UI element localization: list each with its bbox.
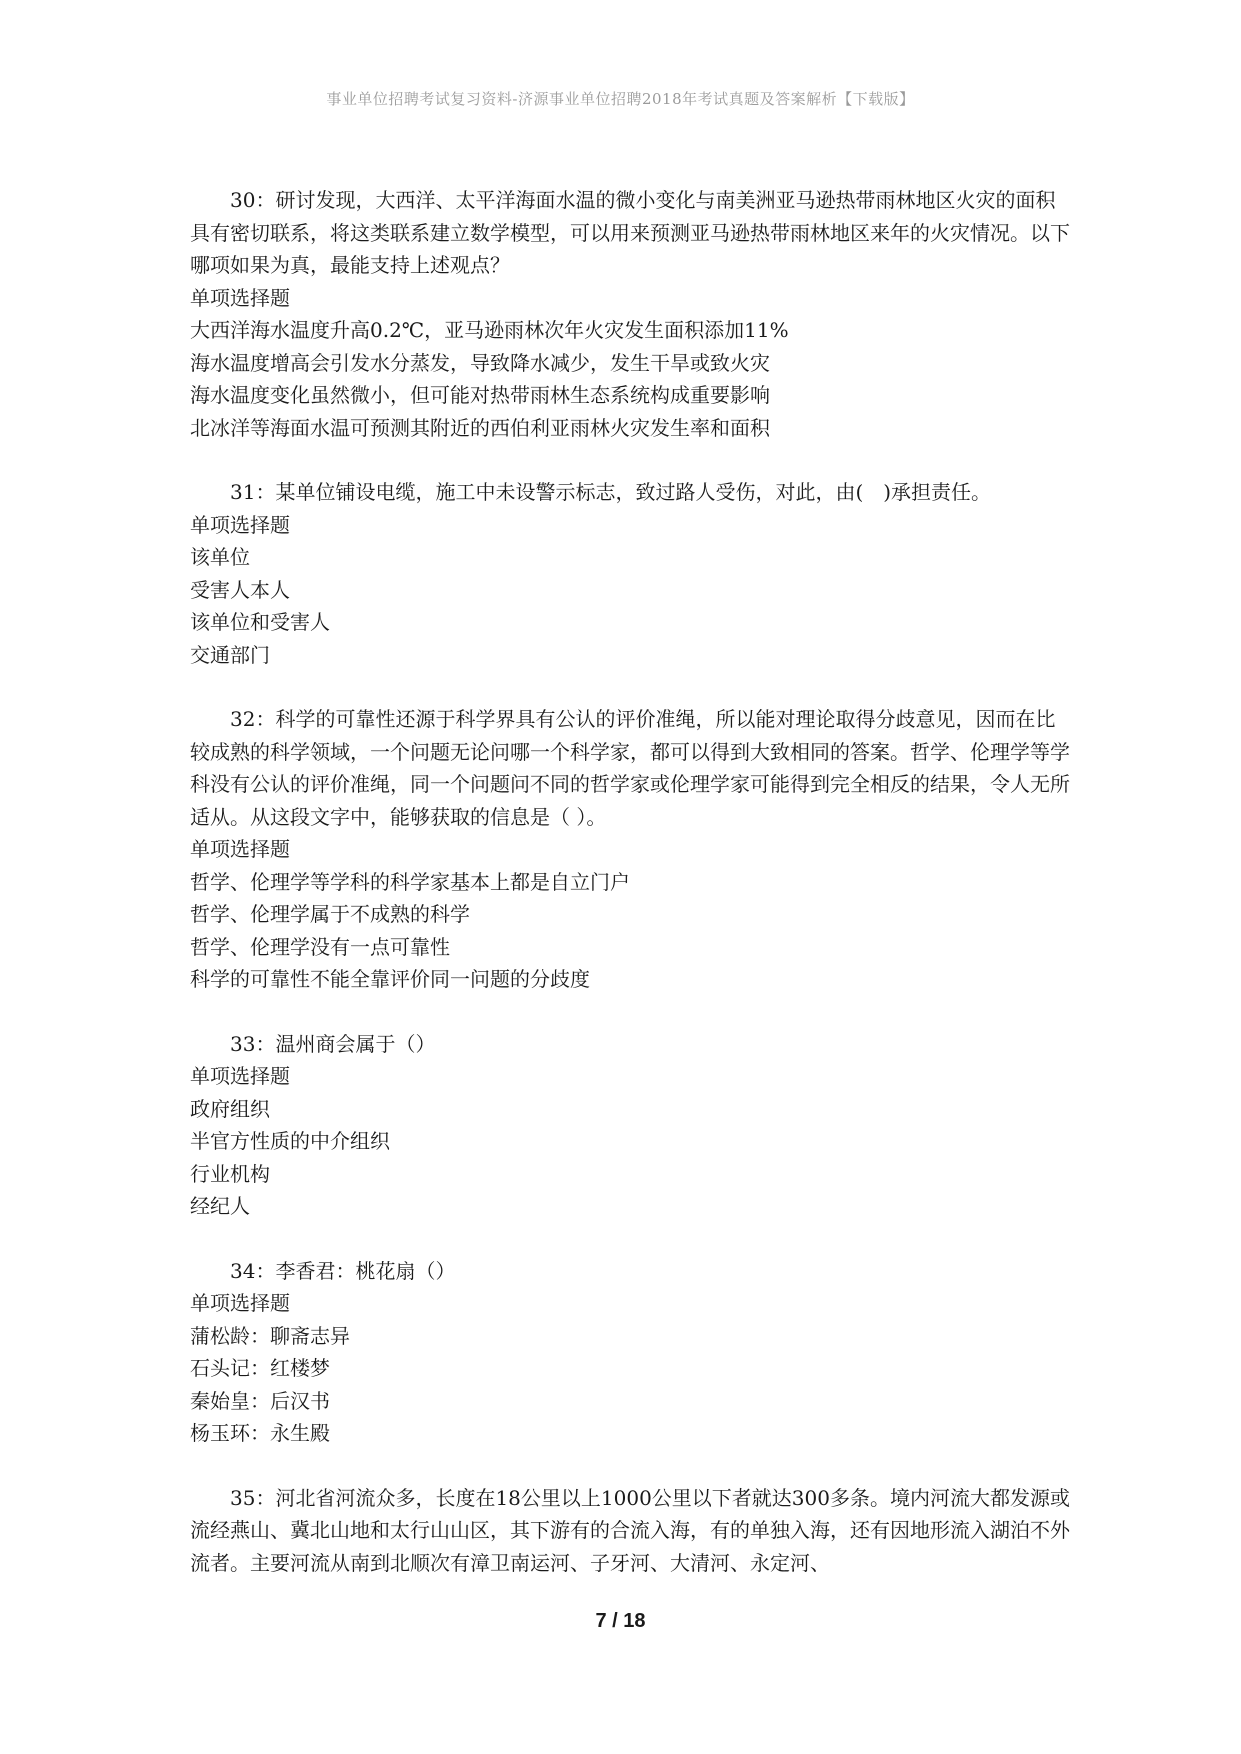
option-d: 杨玉环：永生殿 — [190, 1421, 330, 1445]
question-35 — [190, 1482, 1070, 1580]
option-b: 受害人本人 — [190, 577, 290, 602]
question-33 — [190, 1028, 1070, 1223]
option-d: 经纪人 — [190, 1194, 250, 1218]
question-31 — [190, 476, 1070, 671]
option-a: 蒲松龄：聊斋志异 — [190, 1323, 350, 1348]
question-text: 31：某单位铺设电缆，施工中未设警示标志，致过路人受伤，对此，由( )承担责任。 — [230, 480, 992, 504]
question-34 — [190, 1255, 1070, 1450]
option-a: 政府组织 — [190, 1096, 270, 1121]
question-32 — [190, 703, 1070, 996]
option-a: 该单位 — [190, 545, 250, 569]
question-text: 32：科学的可靠性还源于科学界具有公认的评价准绳，所以能对理论取得分歧意见，因而在比较成熟的科学领域，一个问题无论问哪一个科学家，都可以得到大致相同的答案。哲学、伦理学等学科没有公认的评价准绳，同一个问题问不同的哲学家或伦理学家可能得到完全相反的结果，令人无所适从。从这段文字中，能够获取的信息是（ ）。 — [190, 707, 1070, 829]
option-b: 石头记：红楼梦 — [190, 1356, 330, 1380]
option-d: 北冰洋等海面水温可预测其附近的西伯利亚雨林火灾发生率和面积 — [190, 415, 770, 440]
option-a: 哲学、伦理学等学科的科学家基本上都是自立门户 — [190, 869, 630, 894]
question-30 — [190, 184, 1070, 444]
option-b: 哲学、伦理学属于不成熟的科学 — [190, 902, 470, 926]
document-body — [190, 184, 1070, 1611]
question-text: 30：研讨发现，大西洋、太平洋海面水温的微小变化与南美洲亚马逊热带雨林地区火灾的面积具有密切联系，将这类联系建立数学模型，可以用来预测亚马逊热带雨林地区来年的火灾情况。以下哪项如果为真，最能支持上述观点？ — [190, 188, 1070, 277]
option-d: 科学的可靠性不能全靠评价同一问题的分歧度 — [190, 967, 590, 991]
page-number: 7 / 18 — [595, 1610, 646, 1632]
option-c: 行业机构 — [190, 1161, 270, 1186]
option-c: 该单位和受害人 — [190, 610, 330, 634]
option-b: 海水温度增高会引发水分蒸发，导致降水减少，发生干旱或致火灾 — [190, 350, 770, 375]
question-text: 33：温州商会属于（） — [230, 1031, 436, 1056]
question-type: 单项选择题 — [190, 285, 290, 310]
page-header: 事业单位招聘考试复习资料-济源事业单位招聘2018年考试真题及答案解析【下载版】 — [326, 90, 915, 108]
question-text: 35：河北省河流众多，长度在18公里以上1000公里以下者就达300多条。境内河流大都发源或流经燕山、冀北山地和太行山山区，其下游有的合流入海，有的单独入海，还有因地形流入湖泊不外流者。主要河流从南到北顺次有漳卫南运河、子牙河、大清河、永定河、 — [190, 1485, 1070, 1575]
option-c: 秦始皇：后汉书 — [190, 1388, 330, 1413]
option-c: 哲学、伦理学没有一点可靠性 — [190, 934, 450, 959]
question-type: 单项选择题 — [190, 512, 290, 537]
option-a: 大西洋海水温度升高0.2℃，亚马逊雨林次年火灾发生面积添加11% — [190, 318, 789, 342]
question-text: 34：李香君：桃花扇（） — [230, 1258, 456, 1283]
question-type: 单项选择题 — [190, 1064, 290, 1088]
question-type: 单项选择题 — [190, 1291, 290, 1315]
option-c: 海水温度变化虽然微小，但可能对热带雨林生态系统构成重要影响 — [190, 383, 770, 407]
option-b: 半官方性质的中介组织 — [190, 1129, 390, 1153]
option-d: 交通部门 — [190, 642, 270, 667]
question-type: 单项选择题 — [190, 837, 290, 861]
